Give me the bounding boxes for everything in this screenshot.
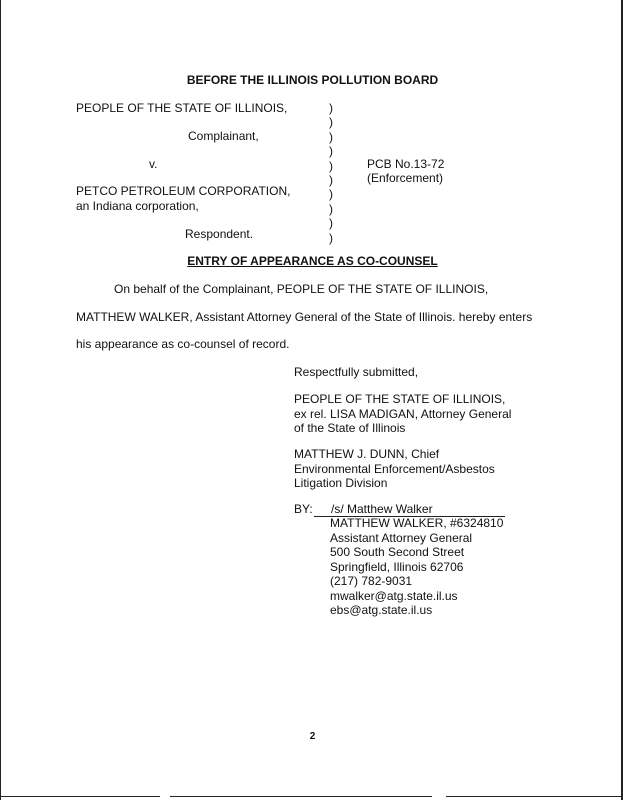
attorney-name: MATTHEW WALKER, #6324810 bbox=[330, 516, 504, 530]
chief-line-2: Environmental Enforcement/Asbestos bbox=[294, 461, 495, 476]
caption-paren: ) bbox=[329, 115, 333, 130]
chief-line-3: Litigation Division bbox=[294, 476, 388, 490]
signature-line bbox=[314, 502, 505, 517]
party-line-2: ex rel. LISA MADIGAN, Attorney General bbox=[294, 406, 512, 421]
body-line-2: MATTHEW WALKER, Assistant Attorney General of the State of Illinois. hereby enters bbox=[76, 310, 533, 324]
address-line-2: Springfield, Illinois 62706 bbox=[330, 559, 464, 574]
closing: Respectfully submitted, bbox=[294, 365, 419, 379]
party-line-1: PEOPLE OF THE STATE OF ILLINOIS, bbox=[294, 392, 506, 406]
caption-paren: ) bbox=[329, 129, 333, 144]
bottom-rule-middle bbox=[170, 796, 432, 797]
versus-label: v. bbox=[149, 157, 158, 171]
respondent-role: Respondent. bbox=[185, 227, 254, 241]
chief-line-1: MATTHEW J. DUNN, Chief bbox=[294, 447, 440, 461]
chief-block bbox=[294, 447, 495, 491]
caption-paren-column bbox=[329, 101, 333, 245]
body-line-3: his appearance as co-counsel of record. bbox=[76, 337, 290, 351]
respondent-name: PETCO PETROLEUM CORPORATION, bbox=[76, 184, 291, 198]
case-number: PCB No.13-72 bbox=[367, 157, 445, 171]
bottom-rule-left bbox=[0, 796, 160, 797]
case-type: (Enforcement) bbox=[367, 171, 444, 185]
caption-paren: ) bbox=[329, 158, 333, 173]
phone-number: (217) 782-9031 bbox=[330, 574, 413, 588]
body-line-1: On behalf of the Complainant, PEOPLE OF THE STATE OF ILLINOIS, bbox=[114, 282, 489, 296]
caption-paren: ) bbox=[329, 216, 333, 231]
respondent-description: an Indiana corporation, bbox=[76, 199, 199, 213]
caption-paren: ) bbox=[329, 144, 333, 159]
caption-paren: ) bbox=[329, 173, 333, 188]
page-number: 2 bbox=[309, 731, 316, 742]
caption-paren: ) bbox=[329, 201, 333, 216]
address-line-1: 500 South Second Street bbox=[330, 545, 465, 559]
email-2: ebs@atg.state.il.us bbox=[330, 603, 433, 617]
attorney-block bbox=[330, 516, 503, 618]
caption-paren: ) bbox=[329, 187, 333, 202]
attorney-title: Assistant Attorney General bbox=[330, 530, 473, 545]
party-line-3: of the State of Illinois bbox=[294, 421, 406, 435]
by-label: BY: bbox=[294, 502, 313, 516]
caption-paren: ) bbox=[329, 101, 333, 115]
electronic-signature: /s/ Matthew Walker bbox=[331, 502, 433, 516]
caption-paren: ) bbox=[329, 230, 333, 245]
email-1: mwalker@atg.state.il.us bbox=[330, 588, 458, 603]
entry-heading-text: ENTRY OF APPEARANCE AS CO-COUNSEL bbox=[187, 254, 438, 268]
party-block bbox=[294, 392, 511, 436]
bottom-rule-right bbox=[446, 796, 623, 797]
document-title: BEFORE THE ILLINOIS POLLUTION BOARD bbox=[186, 73, 439, 87]
entry-heading bbox=[1, 254, 623, 268]
complainant-role: Complainant, bbox=[188, 129, 259, 143]
complainant-name: PEOPLE OF THE STATE OF ILLINOIS, bbox=[76, 101, 288, 115]
